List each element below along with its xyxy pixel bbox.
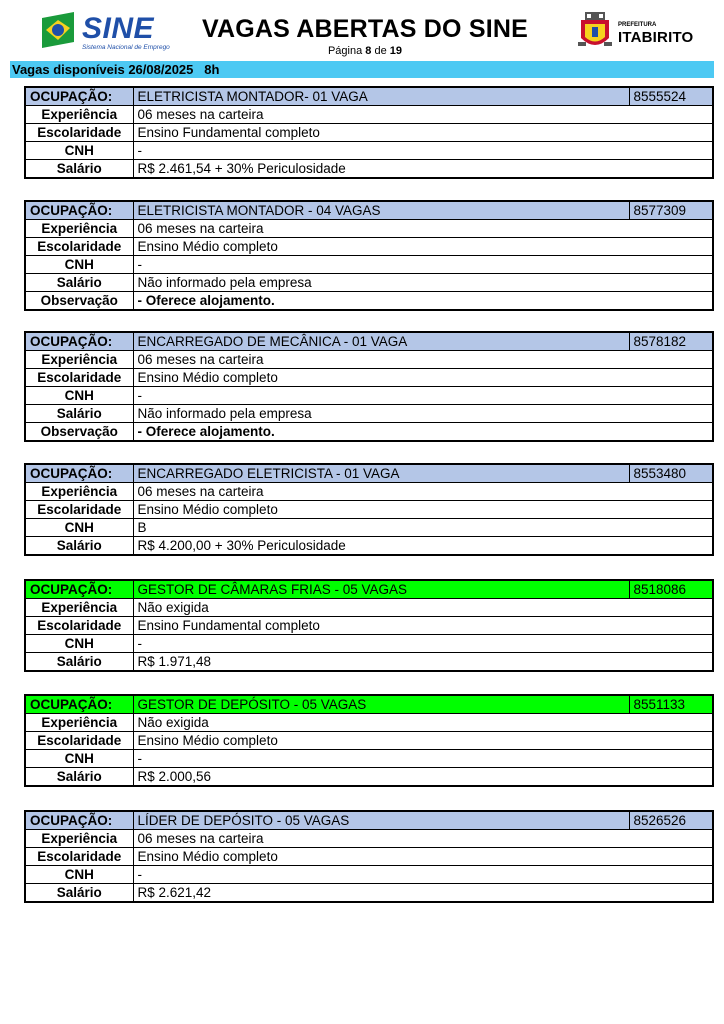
job-experiencia-row	[25, 220, 713, 238]
job-cnh-row	[25, 519, 713, 537]
observacao-label: Observação	[25, 423, 133, 442]
salario-label: Salário	[25, 537, 133, 556]
job-observacao-row	[25, 423, 713, 442]
cnh-label: CNH	[25, 635, 133, 653]
observacao-value: - Oferece alojamento.	[133, 423, 713, 442]
cnh-label: CNH	[25, 142, 133, 160]
salario-label: Salário	[25, 653, 133, 672]
page-of: de	[374, 45, 387, 57]
job-experiencia-row	[25, 483, 713, 501]
experiencia-value: Não exigida	[133, 714, 713, 732]
job-escolaridade-row	[25, 369, 713, 387]
job-header-row	[25, 811, 713, 830]
job-header-row	[25, 580, 713, 599]
job-header-row	[25, 332, 713, 351]
job-escolaridade-row	[25, 732, 713, 750]
experiencia-label: Experiência	[25, 599, 133, 617]
escolaridade-label: Escolaridade	[25, 369, 133, 387]
salario-value: R$ 1.971,48	[133, 653, 713, 672]
job-title: ENCARREGADO DE MECÂNICA - 01 VAGA	[133, 332, 629, 351]
cnh-value: -	[133, 387, 713, 405]
job-escolaridade-row	[25, 617, 713, 635]
salario-value: Não informado pela empresa	[133, 274, 713, 292]
experiencia-label: Experiência	[25, 351, 133, 369]
ocupacao-label: OCUPAÇÃO:	[25, 332, 133, 351]
salario-label: Salário	[25, 274, 133, 292]
escolaridade-value: Ensino Fundamental completo	[133, 124, 713, 142]
job-code: 8526526	[629, 811, 713, 830]
cnh-value: -	[133, 750, 713, 768]
job-experiencia-row	[25, 599, 713, 617]
escolaridade-label: Escolaridade	[25, 124, 133, 142]
escolaridade-value: Ensino Médio completo	[133, 369, 713, 387]
job-salario-row	[25, 653, 713, 672]
job-code: 8577309	[629, 201, 713, 220]
job-code: 8555524	[629, 87, 713, 106]
job-escolaridade-row	[25, 124, 713, 142]
salario-label: Salário	[25, 405, 133, 423]
job-salario-row	[25, 884, 713, 903]
job-code: 8553480	[629, 464, 713, 483]
escolaridade-label: Escolaridade	[25, 732, 133, 750]
cnh-value: -	[133, 256, 713, 274]
job-code: 8578182	[629, 332, 713, 351]
salario-label: Salário	[25, 768, 133, 787]
job-cnh-row	[25, 635, 713, 653]
job-title: GESTOR DE CÂMARAS FRIAS - 05 VAGAS	[133, 580, 629, 599]
escolaridade-label: Escolaridade	[25, 238, 133, 256]
salario-label: Salário	[25, 160, 133, 179]
experiencia-value: Não exigida	[133, 599, 713, 617]
job-header-row	[25, 464, 713, 483]
experiencia-value: 06 meses na carteira	[133, 483, 713, 501]
job-cnh-row	[25, 866, 713, 884]
cnh-label: CNH	[25, 387, 133, 405]
job-salario-row	[25, 274, 713, 292]
job-salario-row	[25, 405, 713, 423]
page-total: 19	[389, 45, 403, 57]
ocupacao-label: OCUPAÇÃO:	[25, 464, 133, 483]
salario-value: Não informado pela empresa	[133, 405, 713, 423]
escolaridade-value: Ensino Médio completo	[133, 732, 713, 750]
job-table	[24, 463, 714, 556]
prefeitura-label: PREFEITURA	[618, 22, 657, 28]
cnh-label: CNH	[25, 750, 133, 768]
escolaridade-label: Escolaridade	[25, 617, 133, 635]
ocupacao-label: OCUPAÇÃO:	[25, 695, 133, 714]
job-table	[24, 694, 714, 787]
job-cnh-row	[25, 750, 713, 768]
job-code: 8518086	[629, 580, 713, 599]
escolaridade-value: Ensino Médio completo	[133, 848, 713, 866]
experiencia-label: Experiência	[25, 714, 133, 732]
salario-label: Salário	[25, 884, 133, 903]
salario-value: R$ 2.621,42	[133, 884, 713, 903]
experiencia-value: 06 meses na carteira	[133, 106, 713, 124]
job-cnh-row	[25, 256, 713, 274]
ocupacao-label: OCUPAÇÃO:	[25, 201, 133, 220]
salario-value: R$ 4.200,00 + 30% Periculosidade	[133, 537, 713, 556]
escolaridade-value: Ensino Fundamental completo	[133, 617, 713, 635]
job-salario-row	[25, 768, 713, 787]
job-table	[24, 810, 714, 903]
experiencia-label: Experiência	[25, 106, 133, 124]
job-table	[24, 200, 714, 311]
job-experiencia-row	[25, 351, 713, 369]
cnh-value: -	[133, 866, 713, 884]
job-title: LÍDER DE DEPÓSITO - 05 VAGAS	[133, 811, 629, 830]
sine-logo	[38, 10, 170, 54]
job-header-row	[25, 87, 713, 106]
job-salario-row	[25, 160, 713, 179]
escolaridade-label: Escolaridade	[25, 848, 133, 866]
job-observacao-row	[25, 292, 713, 311]
cnh-label: CNH	[25, 866, 133, 884]
experiencia-value: 06 meses na carteira	[133, 220, 713, 238]
page-prefix: Página	[327, 45, 363, 57]
date-bar: Vagas disponíveis 26/08/2025 8h	[10, 61, 714, 78]
cnh-value: B	[133, 519, 713, 537]
experiencia-label: Experiência	[25, 220, 133, 238]
job-cnh-row	[25, 142, 713, 160]
cnh-label: CNH	[25, 519, 133, 537]
escolaridade-label: Escolaridade	[25, 501, 133, 519]
job-experiencia-row	[25, 830, 713, 848]
ocupacao-label: OCUPAÇÃO:	[25, 580, 133, 599]
job-code: 8551133	[629, 695, 713, 714]
escolaridade-value: Ensino Médio completo	[133, 501, 713, 519]
ocupacao-label: OCUPAÇÃO:	[25, 811, 133, 830]
job-header-row	[25, 201, 713, 220]
experiencia-label: Experiência	[25, 830, 133, 848]
job-salario-row	[25, 537, 713, 556]
coat-of-arms-icon	[576, 12, 614, 52]
cnh-label: CNH	[25, 256, 133, 274]
experiencia-value: 06 meses na carteira	[133, 351, 713, 369]
job-title: ELETRICISTA MONTADOR- 01 VAGA	[133, 87, 629, 106]
job-escolaridade-row	[25, 238, 713, 256]
job-table	[24, 331, 714, 442]
page-number	[200, 45, 530, 57]
salario-value: R$ 2.461,54 + 30% Periculosidade	[133, 160, 713, 179]
observacao-value: - Oferece alojamento.	[133, 292, 713, 311]
job-title: ELETRICISTA MONTADOR - 04 VAGAS	[133, 201, 629, 220]
job-title: ENCARREGADO ELETRICISTA - 01 VAGA	[133, 464, 629, 483]
job-experiencia-row	[25, 106, 713, 124]
brazil-flag-icon	[38, 12, 78, 48]
job-experiencia-row	[25, 714, 713, 732]
job-escolaridade-row	[25, 501, 713, 519]
job-title: GESTOR DE DEPÓSITO - 05 VAGAS	[133, 695, 629, 714]
job-escolaridade-row	[25, 848, 713, 866]
salario-value: R$ 2.000,56	[133, 768, 713, 787]
logo-text: SINE	[82, 12, 155, 45]
ocupacao-label: OCUPAÇÃO:	[25, 87, 133, 106]
city-name: ITABIRITO	[618, 29, 694, 46]
observacao-label: Observação	[25, 292, 133, 311]
page-title: VAGAS ABERTAS DO SINE	[202, 15, 528, 43]
job-table	[24, 86, 714, 179]
job-header-row	[25, 695, 713, 714]
page-header	[0, 0, 724, 62]
experiencia-label: Experiência	[25, 483, 133, 501]
escolaridade-value: Ensino Médio completo	[133, 238, 713, 256]
cnh-value: -	[133, 635, 713, 653]
experiencia-value: 06 meses na carteira	[133, 830, 713, 848]
page-current: 8	[365, 45, 372, 57]
cnh-value: -	[133, 142, 713, 160]
logo-subtitle: Sistema Nacional de Emprego	[82, 44, 170, 51]
job-cnh-row	[25, 387, 713, 405]
job-table	[24, 579, 714, 672]
prefeitura-logo	[574, 12, 704, 54]
